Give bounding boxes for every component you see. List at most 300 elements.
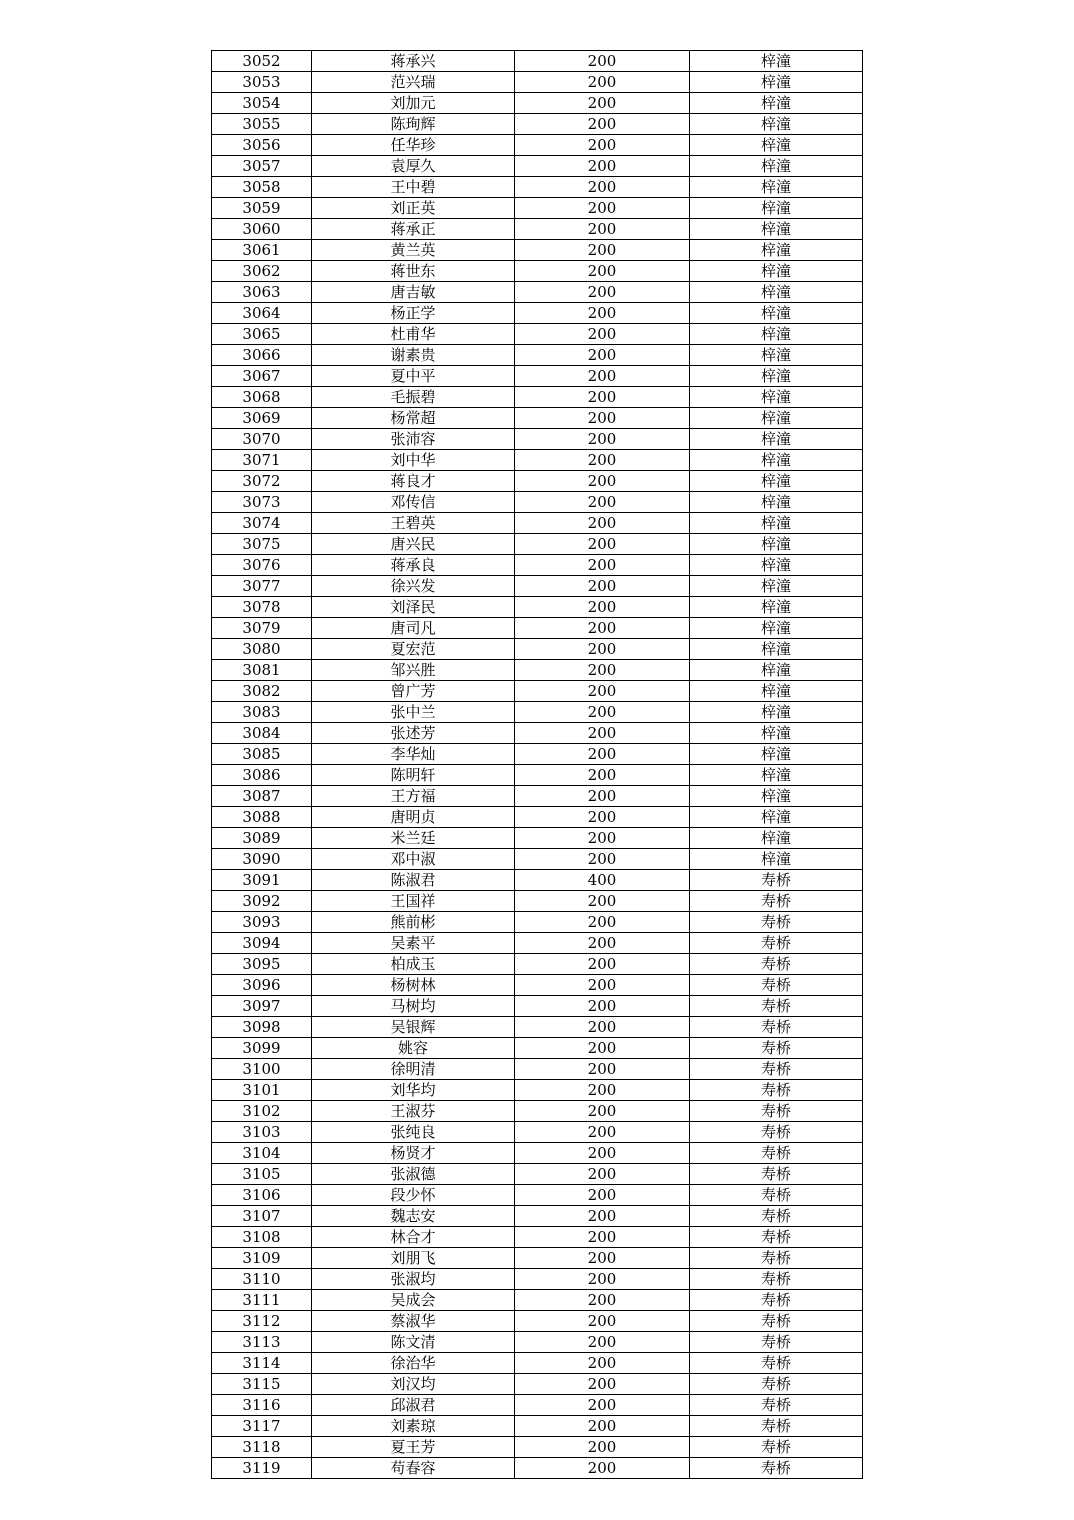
amount-cell: 200: [515, 996, 690, 1017]
amount-cell: 200: [515, 765, 690, 786]
name-cell: 王方福: [312, 786, 515, 807]
amount-cell: 200: [515, 849, 690, 870]
table-row: [212, 954, 863, 975]
township-cell: 寿桥: [690, 1332, 863, 1353]
name-cell: 毛振碧: [312, 387, 515, 408]
name-cell: 吴素平: [312, 933, 515, 954]
name-cell: 刘加元: [312, 93, 515, 114]
amount-cell: 200: [515, 597, 690, 618]
township-cell: 寿桥: [690, 1416, 863, 1437]
row-number-cell: 3111: [212, 1290, 312, 1311]
amount-cell: 200: [515, 324, 690, 345]
table-row: [212, 1143, 863, 1164]
township-cell: 梓潼: [690, 72, 863, 93]
name-cell: 刘正英: [312, 198, 515, 219]
row-number-cell: 3106: [212, 1185, 312, 1206]
name-cell: 夏中平: [312, 366, 515, 387]
table-row: [212, 1416, 863, 1437]
amount-cell: 200: [515, 72, 690, 93]
name-cell: 王国祥: [312, 891, 515, 912]
name-cell: 刘泽民: [312, 597, 515, 618]
row-number-cell: 3062: [212, 261, 312, 282]
table-row: [212, 576, 863, 597]
table-row: [212, 135, 863, 156]
township-cell: 梓潼: [690, 786, 863, 807]
township-cell: 寿桥: [690, 1269, 863, 1290]
row-number-cell: 3071: [212, 450, 312, 471]
township-cell: 寿桥: [690, 870, 863, 891]
township-cell: 梓潼: [690, 303, 863, 324]
township-cell: 寿桥: [690, 933, 863, 954]
township-cell: 寿桥: [690, 1059, 863, 1080]
name-cell: 刘中华: [312, 450, 515, 471]
table-row: [212, 1164, 863, 1185]
amount-cell: 200: [515, 1311, 690, 1332]
row-number-cell: 3093: [212, 912, 312, 933]
amount-cell: 200: [515, 1122, 690, 1143]
township-cell: 寿桥: [690, 1206, 863, 1227]
amount-cell: 200: [515, 1185, 690, 1206]
township-cell: 寿桥: [690, 912, 863, 933]
township-cell: 寿桥: [690, 1080, 863, 1101]
table-row: [212, 1038, 863, 1059]
amount-cell: 200: [515, 1416, 690, 1437]
table-row: [212, 744, 863, 765]
name-cell: 陈淑君: [312, 870, 515, 891]
amount-cell: 200: [515, 681, 690, 702]
table-row: [212, 912, 863, 933]
table-row: [212, 1290, 863, 1311]
row-number-cell: 3094: [212, 933, 312, 954]
row-number-cell: 3080: [212, 639, 312, 660]
name-cell: 谢素贵: [312, 345, 515, 366]
row-number-cell: 3058: [212, 177, 312, 198]
township-cell: 寿桥: [690, 1395, 863, 1416]
name-cell: 唐明贞: [312, 807, 515, 828]
table-row: [212, 1374, 863, 1395]
table-row: [212, 1185, 863, 1206]
township-cell: 梓潼: [690, 681, 863, 702]
row-number-cell: 3104: [212, 1143, 312, 1164]
township-cell: 梓潼: [690, 828, 863, 849]
name-cell: 苟春容: [312, 1458, 515, 1479]
amount-cell: 200: [515, 576, 690, 597]
row-number-cell: 3115: [212, 1374, 312, 1395]
row-number-cell: 3055: [212, 114, 312, 135]
township-cell: 寿桥: [690, 1122, 863, 1143]
township-cell: 梓潼: [690, 618, 863, 639]
name-cell: 陈文清: [312, 1332, 515, 1353]
township-cell: 梓潼: [690, 849, 863, 870]
table-row: [212, 261, 863, 282]
township-cell: 寿桥: [690, 891, 863, 912]
amount-cell: 200: [515, 177, 690, 198]
table-row: [212, 555, 863, 576]
row-number-cell: 3076: [212, 555, 312, 576]
amount-cell: 200: [515, 240, 690, 261]
row-number-cell: 3056: [212, 135, 312, 156]
township-cell: 梓潼: [690, 51, 863, 72]
table-row: [212, 828, 863, 849]
township-cell: 寿桥: [690, 1227, 863, 1248]
row-number-cell: 3063: [212, 282, 312, 303]
township-cell: 梓潼: [690, 702, 863, 723]
name-cell: 吴银辉: [312, 1017, 515, 1038]
row-number-cell: 3060: [212, 219, 312, 240]
row-number-cell: 3091: [212, 870, 312, 891]
amount-cell: 200: [515, 198, 690, 219]
table-row: [212, 513, 863, 534]
township-cell: 梓潼: [690, 219, 863, 240]
township-cell: 梓潼: [690, 450, 863, 471]
row-number-cell: 3073: [212, 492, 312, 513]
amount-cell: 200: [515, 1458, 690, 1479]
table-row: [212, 1437, 863, 1458]
table-row: [212, 1395, 863, 1416]
row-number-cell: 3087: [212, 786, 312, 807]
name-cell: 陈珣辉: [312, 114, 515, 135]
table-row: [212, 219, 863, 240]
row-number-cell: 3116: [212, 1395, 312, 1416]
amount-cell: 200: [515, 513, 690, 534]
amount-cell: 200: [515, 555, 690, 576]
row-number-cell: 3110: [212, 1269, 312, 1290]
township-cell: 梓潼: [690, 345, 863, 366]
name-cell: 刘素琼: [312, 1416, 515, 1437]
table-row: [212, 366, 863, 387]
township-cell: 寿桥: [690, 975, 863, 996]
table-row: [212, 492, 863, 513]
row-number-cell: 3067: [212, 366, 312, 387]
amount-cell: 200: [515, 828, 690, 849]
township-cell: 寿桥: [690, 1311, 863, 1332]
row-number-cell: 3098: [212, 1017, 312, 1038]
row-number-cell: 3072: [212, 471, 312, 492]
amount-cell: 200: [515, 1395, 690, 1416]
table-row: [212, 429, 863, 450]
row-number-cell: 3064: [212, 303, 312, 324]
amount-cell: 200: [515, 1248, 690, 1269]
table-row: [212, 1080, 863, 1101]
row-number-cell: 3085: [212, 744, 312, 765]
amount-cell: 200: [515, 1059, 690, 1080]
row-number-cell: 3084: [212, 723, 312, 744]
table-row: [212, 303, 863, 324]
township-cell: 寿桥: [690, 1374, 863, 1395]
amount-cell: 200: [515, 1269, 690, 1290]
table-row: [212, 702, 863, 723]
amount-cell: 200: [515, 93, 690, 114]
name-cell: 张中兰: [312, 702, 515, 723]
name-cell: 刘汉均: [312, 1374, 515, 1395]
name-cell: 张述芳: [312, 723, 515, 744]
row-number-cell: 3053: [212, 72, 312, 93]
township-cell: 梓潼: [690, 534, 863, 555]
amount-cell: 200: [515, 1080, 690, 1101]
row-number-cell: 3117: [212, 1416, 312, 1437]
township-cell: 梓潼: [690, 576, 863, 597]
township-cell: 寿桥: [690, 1038, 863, 1059]
table-row: [212, 933, 863, 954]
row-number-cell: 3065: [212, 324, 312, 345]
name-cell: 魏志安: [312, 1206, 515, 1227]
township-cell: 梓潼: [690, 765, 863, 786]
roster-table: [211, 50, 863, 1479]
row-number-cell: 3074: [212, 513, 312, 534]
table-row: [212, 870, 863, 891]
table-row: [212, 1353, 863, 1374]
township-cell: 寿桥: [690, 1290, 863, 1311]
amount-cell: 200: [515, 639, 690, 660]
row-number-cell: 3118: [212, 1437, 312, 1458]
amount-cell: 200: [515, 219, 690, 240]
row-number-cell: 3097: [212, 996, 312, 1017]
township-cell: 寿桥: [690, 1437, 863, 1458]
township-cell: 梓潼: [690, 198, 863, 219]
amount-cell: 200: [515, 807, 690, 828]
township-cell: 寿桥: [690, 1143, 863, 1164]
row-number-cell: 3059: [212, 198, 312, 219]
township-cell: 寿桥: [690, 1185, 863, 1206]
amount-cell: 200: [515, 1206, 690, 1227]
name-cell: 任华珍: [312, 135, 515, 156]
name-cell: 杜甫华: [312, 324, 515, 345]
name-cell: 米兰廷: [312, 828, 515, 849]
name-cell: 曾广芳: [312, 681, 515, 702]
table-row: [212, 345, 863, 366]
township-cell: 梓潼: [690, 807, 863, 828]
amount-cell: 200: [515, 933, 690, 954]
township-cell: 梓潼: [690, 240, 863, 261]
name-cell: 蔡淑华: [312, 1311, 515, 1332]
amount-cell: 200: [515, 786, 690, 807]
row-number-cell: 3113: [212, 1332, 312, 1353]
township-cell: 梓潼: [690, 429, 863, 450]
township-cell: 梓潼: [690, 93, 863, 114]
table-row: [212, 1269, 863, 1290]
township-cell: 梓潼: [690, 723, 863, 744]
row-number-cell: 3052: [212, 51, 312, 72]
name-cell: 夏王芳: [312, 1437, 515, 1458]
amount-cell: 200: [515, 387, 690, 408]
row-number-cell: 3103: [212, 1122, 312, 1143]
amount-cell: 200: [515, 975, 690, 996]
township-cell: 梓潼: [690, 492, 863, 513]
amount-cell: 200: [515, 1227, 690, 1248]
name-cell: 邱淑君: [312, 1395, 515, 1416]
amount-cell: 200: [515, 1143, 690, 1164]
name-cell: 熊前彬: [312, 912, 515, 933]
table-row: [212, 996, 863, 1017]
name-cell: 杨常超: [312, 408, 515, 429]
table-row: [212, 807, 863, 828]
row-number-cell: 3081: [212, 660, 312, 681]
amount-cell: 200: [515, 1437, 690, 1458]
name-cell: 蒋承兴: [312, 51, 515, 72]
table-row: [212, 93, 863, 114]
row-number-cell: 3102: [212, 1101, 312, 1122]
row-number-cell: 3107: [212, 1206, 312, 1227]
township-cell: 梓潼: [690, 177, 863, 198]
roster-table-body: [212, 51, 863, 1479]
name-cell: 黄兰英: [312, 240, 515, 261]
name-cell: 邹兴胜: [312, 660, 515, 681]
amount-cell: 200: [515, 912, 690, 933]
name-cell: 范兴瑞: [312, 72, 515, 93]
name-cell: 蒋良才: [312, 471, 515, 492]
table-row: [212, 156, 863, 177]
row-number-cell: 3108: [212, 1227, 312, 1248]
table-row: [212, 597, 863, 618]
table-row: [212, 177, 863, 198]
amount-cell: 200: [515, 345, 690, 366]
amount-cell: 200: [515, 429, 690, 450]
row-number-cell: 3068: [212, 387, 312, 408]
township-cell: 梓潼: [690, 156, 863, 177]
row-number-cell: 3090: [212, 849, 312, 870]
row-number-cell: 3109: [212, 1248, 312, 1269]
table-row: [212, 72, 863, 93]
amount-cell: 200: [515, 135, 690, 156]
name-cell: 杨正学: [312, 303, 515, 324]
amount-cell: 200: [515, 114, 690, 135]
table-row: [212, 639, 863, 660]
name-cell: 张淑均: [312, 1269, 515, 1290]
township-cell: 梓潼: [690, 660, 863, 681]
township-cell: 梓潼: [690, 114, 863, 135]
table-row: [212, 786, 863, 807]
amount-cell: 200: [515, 282, 690, 303]
township-cell: 寿桥: [690, 996, 863, 1017]
table-row: [212, 471, 863, 492]
amount-cell: 200: [515, 261, 690, 282]
name-cell: 柏成玉: [312, 954, 515, 975]
table-row: [212, 849, 863, 870]
amount-cell: 200: [515, 408, 690, 429]
row-number-cell: 3075: [212, 534, 312, 555]
table-row: [212, 387, 863, 408]
township-cell: 梓潼: [690, 744, 863, 765]
row-number-cell: 3077: [212, 576, 312, 597]
township-cell: 梓潼: [690, 135, 863, 156]
amount-cell: 400: [515, 870, 690, 891]
table-row: [212, 1206, 863, 1227]
township-cell: 梓潼: [690, 597, 863, 618]
amount-cell: 200: [515, 1017, 690, 1038]
name-cell: 邓传信: [312, 492, 515, 513]
table-row: [212, 618, 863, 639]
row-number-cell: 3100: [212, 1059, 312, 1080]
row-number-cell: 3057: [212, 156, 312, 177]
amount-cell: 200: [515, 1332, 690, 1353]
table-row: [212, 660, 863, 681]
amount-cell: 200: [515, 1374, 690, 1395]
name-cell: 杨贤才: [312, 1143, 515, 1164]
amount-cell: 200: [515, 492, 690, 513]
table-row: [212, 681, 863, 702]
amount-cell: 200: [515, 1038, 690, 1059]
name-cell: 王碧英: [312, 513, 515, 534]
name-cell: 蒋世东: [312, 261, 515, 282]
row-number-cell: 3096: [212, 975, 312, 996]
row-number-cell: 3089: [212, 828, 312, 849]
name-cell: 张沛容: [312, 429, 515, 450]
name-cell: 张纯良: [312, 1122, 515, 1143]
table-row: [212, 723, 863, 744]
amount-cell: 200: [515, 891, 690, 912]
township-cell: 寿桥: [690, 1353, 863, 1374]
row-number-cell: 3114: [212, 1353, 312, 1374]
township-cell: 寿桥: [690, 1164, 863, 1185]
row-number-cell: 3061: [212, 240, 312, 261]
amount-cell: 200: [515, 366, 690, 387]
table-row: [212, 450, 863, 471]
name-cell: 蒋承正: [312, 219, 515, 240]
row-number-cell: 3069: [212, 408, 312, 429]
amount-cell: 200: [515, 1101, 690, 1122]
amount-cell: 200: [515, 954, 690, 975]
row-number-cell: 3086: [212, 765, 312, 786]
township-cell: 梓潼: [690, 324, 863, 345]
row-number-cell: 3112: [212, 1311, 312, 1332]
table-row: [212, 534, 863, 555]
township-cell: 梓潼: [690, 513, 863, 534]
table-row: [212, 1122, 863, 1143]
township-cell: 寿桥: [690, 1101, 863, 1122]
table-row: [212, 324, 863, 345]
amount-cell: 200: [515, 1290, 690, 1311]
name-cell: 王中碧: [312, 177, 515, 198]
amount-cell: 200: [515, 723, 690, 744]
name-cell: 徐明清: [312, 1059, 515, 1080]
table-row: [212, 240, 863, 261]
table-row: [212, 408, 863, 429]
name-cell: 刘朋飞: [312, 1248, 515, 1269]
amount-cell: 200: [515, 303, 690, 324]
row-number-cell: 3119: [212, 1458, 312, 1479]
name-cell: 李华灿: [312, 744, 515, 765]
row-number-cell: 3070: [212, 429, 312, 450]
amount-cell: 200: [515, 534, 690, 555]
township-cell: 梓潼: [690, 387, 863, 408]
table-row: [212, 1311, 863, 1332]
amount-cell: 200: [515, 702, 690, 723]
amount-cell: 200: [515, 660, 690, 681]
row-number-cell: 3092: [212, 891, 312, 912]
table-row: [212, 1017, 863, 1038]
name-cell: 刘华均: [312, 1080, 515, 1101]
row-number-cell: 3082: [212, 681, 312, 702]
name-cell: 姚容: [312, 1038, 515, 1059]
name-cell: 段少怀: [312, 1185, 515, 1206]
row-number-cell: 3079: [212, 618, 312, 639]
table-row: [212, 891, 863, 912]
row-number-cell: 3101: [212, 1080, 312, 1101]
table-row: [212, 1458, 863, 1479]
amount-cell: 200: [515, 51, 690, 72]
amount-cell: 200: [515, 1164, 690, 1185]
name-cell: 王淑芬: [312, 1101, 515, 1122]
township-cell: 寿桥: [690, 1248, 863, 1269]
amount-cell: 200: [515, 744, 690, 765]
row-number-cell: 3066: [212, 345, 312, 366]
table-row: [212, 1059, 863, 1080]
name-cell: 吴成会: [312, 1290, 515, 1311]
name-cell: 袁厚久: [312, 156, 515, 177]
name-cell: 唐兴民: [312, 534, 515, 555]
name-cell: 马树均: [312, 996, 515, 1017]
township-cell: 寿桥: [690, 954, 863, 975]
